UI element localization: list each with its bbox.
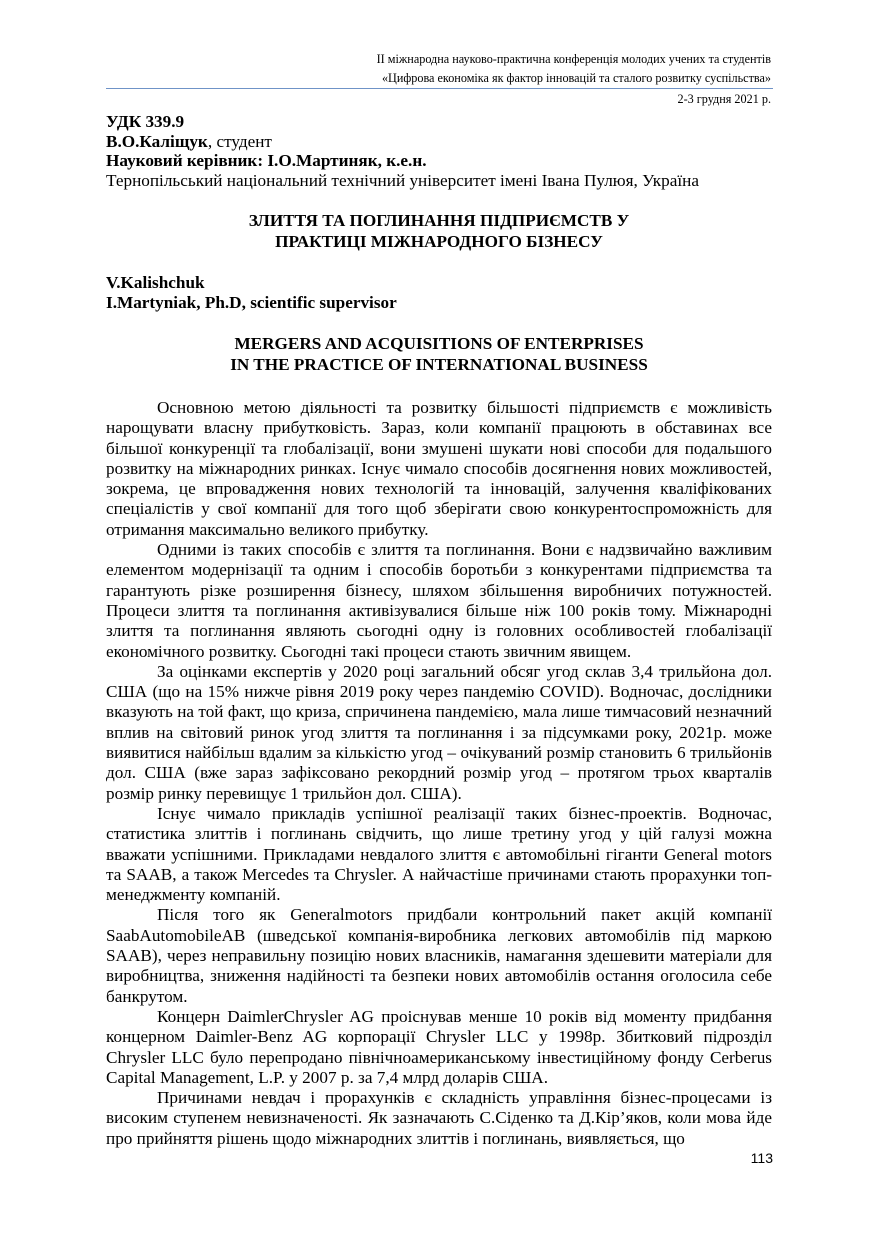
title-ua-line-2: ПРАКТИЦІ МІЖНАРОДНОГО БІЗНЕСУ <box>275 232 603 251</box>
body-paragraph: Після того як Generalmotors придбали контрольний пакет акцій компанії SaabAutomobileAB (шведської компанія-виробника легкових автомобілів під маркою SAAB), через неправильну позицію нових власників, намагання здешевити матеріали для виробництва, зниження надійності та безпеки нових автомобілів остання оголосила себе банкрутом. <box>106 905 772 1006</box>
body-paragraph: Причинами невдач і прорахунків є складність управління бізнес-процесами із високим ступенем невизначеності. Як зазначають С.Сіденко та Д.Кір’яков, коли мова йде про прийняття рішень щодо міжнародних злиттів і поглинань, виявляється, що <box>106 1088 772 1148</box>
body-paragraph: За оцінками експертів у 2020 році загальний обсяг угод склав 3,4 трильйона дол. США (що на 15% нижче рівня 2019 року через пандемію COVID). Водночас, дослідники вказують на той факт, що криза, спричинена пандемією, мала лише тимчасовий незначний вплив на світовий ринок угод злиття та поглинання і за підсумками року, 2021р. може виявитися найбільш вдалим за кількістю угод – очікуваний розмір становить 6 трильйонів дол. США (вже зараз зафіксовано рекордний розмір угод – протягом трьох кварталів розмір ринку перевищує 1 трильйон дол. США). <box>106 661 772 803</box>
header-divider <box>106 88 773 89</box>
title-en-line-1: MERGERS AND ACQUISITIONS OF ENTERPRISES <box>234 334 644 353</box>
paper-body <box>106 398 772 1149</box>
paper-content <box>106 112 772 1149</box>
title-en-line-2: IN THE PRACTICE OF INTERNATIONAL BUSINESS <box>230 355 648 374</box>
author-name: В.О.Каліщук <box>106 131 208 151</box>
paper-title-en <box>106 333 772 375</box>
author-role: , студент <box>207 131 272 151</box>
body-paragraph: Одними із таких способів є злиття та поглинання. Вони є надзвичайно важливим елементом модернізації та одним і способів боротьби з конкурентами підприємства та гарантують різке розширення бізнесу, шляхом збільшення виробничих потужностей. Процеси злиття та поглинання активізувалися більше ніж 100 років тому. Міжнародні злиття та поглинання являють сьогодні одну із головних особливостей глобалізації економічного розвитку. Сьогодні такі процеси стають звичним явищем. <box>106 540 772 661</box>
header-conference-line: ІІ міжнародна науково-практична конференція молодих учених та студентів <box>376 52 771 66</box>
conference-date: 2-3 грудня 2021 р. <box>677 92 771 106</box>
body-paragraph: Концерн DaimlerChrysler AG проіснував менше 10 років від моменту придбання концерном Daimler-Benz AG корпорації Chrysler LLC у 1998р. Збитковий підрозділ Chrysler LLC було перепродано північноамериканському інвестиційному фонду Cerberus Capital Management, L.P. у 2007 р. за 7,4 млрд доларів США. <box>106 1006 772 1087</box>
title-ua-line-1: ЗЛИТТЯ ТА ПОГЛИНАННЯ ПІДПРИЄМСТВ У <box>248 211 630 230</box>
university-line: Тернопільський національний технічний університет імені Івана Пулюя, Україна <box>106 170 699 190</box>
supervisor-en: I.Martyniak, Ph.D, scientific supervisor <box>106 293 397 312</box>
author-line <box>106 132 772 152</box>
supervisor-line: Науковий керівник: І.О.Мартиняк, к.е.н. <box>106 151 427 170</box>
body-paragraph: Існує чимало прикладів успішної реалізації таких бізнес-проектів. Водночас, статистика злиттів і поглинань свідчить, що лише третину угод у цій галузі можна вважати успішними. Прикладами невдалого злиття є автомобільні гіганти General motors та SAAB, а також Mercedes та Chrysler. А найчастіше причинами стають прорахунки топ-менеджменту компаній. <box>106 803 772 905</box>
header-conference-title: «Цифрова економіка як фактор інновацій та сталого розвитку суспільства» <box>381 71 771 85</box>
running-header <box>377 50 771 88</box>
paper-title-ua <box>106 210 772 252</box>
udk-code: УДК 339.9 <box>106 112 185 131</box>
page-number: 113 <box>750 1150 773 1166</box>
body-paragraph: Основною метою діяльності та розвитку більшості підприємств є можливість нарощувати власну прибутковість. Зараз, коли компанії працюють в обставинах все більшої конкуренції та глобалізації, вони змушені шукати нові способи для подальшого розвитку на міжнародних ринках. Існує чимало способів досягнення нових можливостей, зокрема, це впровадження нових технологій та інновацій, залучення кваліфікованих спеціалістів у свої компанії для того щоб зберігати свою конкурентоспроможність для отримання максимально великого прибутку. <box>106 398 772 539</box>
paper-meta <box>106 112 772 190</box>
authors-en <box>106 273 772 313</box>
author-en: V.Kalishchuk <box>106 273 205 292</box>
